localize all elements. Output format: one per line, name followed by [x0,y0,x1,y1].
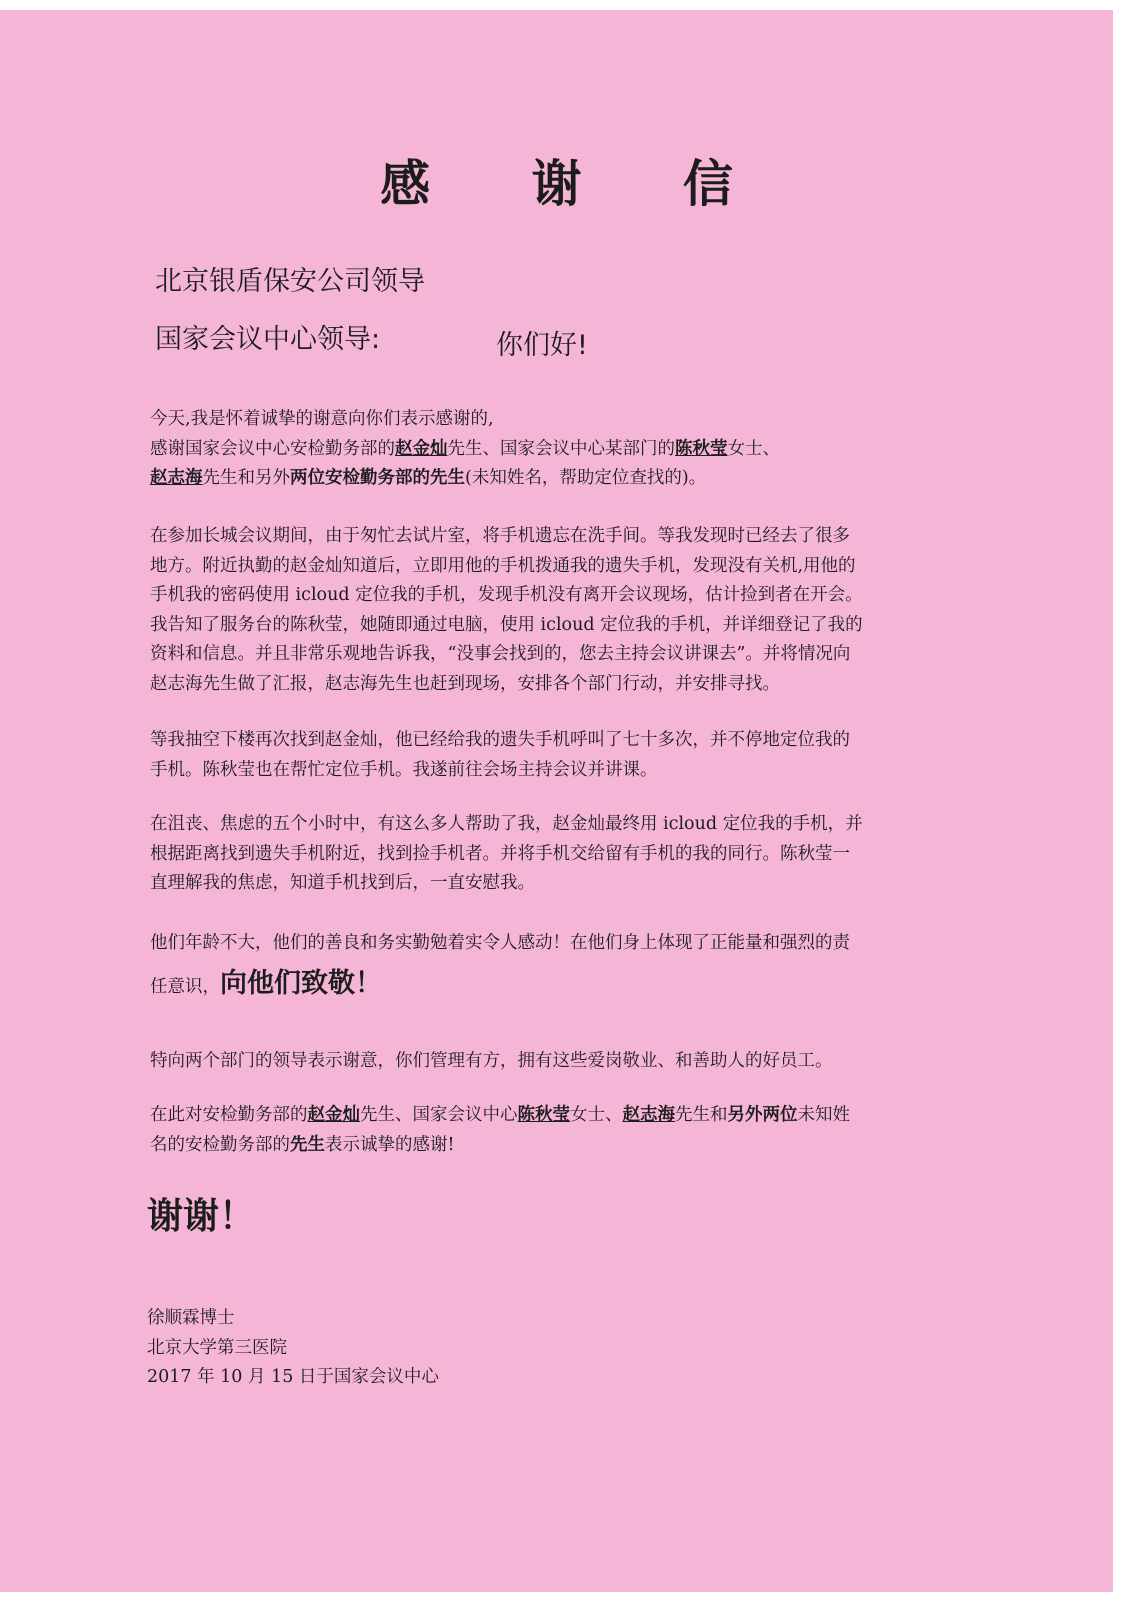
departments-line: 特向两个部门的领导表示谢意，你们管理有方，拥有这些爱岗敬业、和善助人的好员工。 [150,1051,833,1071]
signature-name: 徐顺霖博士 [147,1308,235,1328]
paragraph-departments [150,1047,940,1077]
signature-date: 2017 年 10 月 15 日于国家会议中心 [147,1367,439,1387]
name-chen-qiuying: 陈秋莹 [675,438,728,459]
intro-line-2: 感谢国家会议中心安检勤务部的赵金灿先生、国家会议中心某部门的陈秋莹女士、 [150,438,780,459]
followup-line: 等我抽空下楼再次找到赵金灿，他已经给我的遗失手机呼叫了七十多次，并不停地定位我的 [150,730,850,750]
story-line: 我告知了服务台的陈秋莹，她随即通过电脑，使用 icloud 定位我的手机，并详细登记了我的 [150,614,863,635]
closing-line-1: 在此对安检勤务部的赵金灿先生、国家会议中心陈秋莹女士、赵志海先生和另外两位未知姓 [150,1105,850,1125]
paragraph-closing [150,1101,940,1160]
name-zhao-zhihai: 赵志海 [150,468,203,488]
intro-line-1: 今天,我是怀着诚挚的谢意向你们表示感谢的, [150,409,494,429]
paragraph-intro [150,405,940,494]
greeting: 你们好! [496,330,588,361]
followup-line: 手机。陈秋莹也在帮忙定位手机。我遂前往会场主持会议并讲课。 [150,759,658,780]
story-line: 资料和信息。并且非常乐观地告诉我，“没事会找到的，您去主持会议讲课去”。并将情况向 [150,644,851,664]
closing-line-2: 名的安检勤务部的先生表示诚挚的感谢! [150,1134,455,1155]
name-zhao-zhihai: 赵志海 [622,1105,675,1125]
found-line: 根据距离找到遗失手机附近，找到捡手机者。并将手机交给留有手机的我的同行。陈秋莹一 [150,843,850,864]
story-line: 赵志海先生做了汇报，赵志海先生也赶到现场，安排各个部门行动，并安排寻找。 [150,673,780,694]
letter-title: 感 谢 信 [380,155,775,213]
name-zhao-jincan: 赵金灿 [307,1105,360,1125]
name-zhao-jincan: 赵金灿 [395,438,448,459]
intro-line-3: 赵志海先生和另外两位安检勤务部的先生(未知姓名，帮助定位查找的)。 [150,468,707,488]
letter-page [0,10,1113,1592]
story-line: 手机我的密码使用 icloud 定位我的手机，发现手机没有离开会议现场，估计捡到者在开会。 [150,585,863,605]
name-chen-qiuying: 陈秋莹 [517,1105,570,1125]
found-line: 在沮丧、焦虑的五个小时中，有这么多人帮助了我，赵金灿最终用 icloud 定位我的手机，并 [150,814,863,834]
found-line: 直理解我的焦虑，知道手机找到后，一直安慰我。 [150,873,535,893]
praise-line-1: 他们年龄不大，他们的善良和务实勤勉着实令人感动！在他们身上体现了正能量和强烈的责 [150,933,850,953]
paragraph-found [150,810,940,899]
praise-line-2: 任意识，向他们致敬！ [150,967,382,999]
paragraph-story [150,522,940,699]
signature-org: 北京大学第三医院 [147,1337,287,1358]
signature-block [147,1304,439,1393]
thanks-heading: 谢谢！ [147,1196,256,1237]
story-line: 地方。附近执勤的赵金灿知道后，立即用他的手机拨通我的遗失手机，发现没有关机,用他的 [150,555,856,576]
salutation-center: 国家会议中心领导: [155,324,381,355]
salutation-company: 北京银盾保安公司领导 [155,266,425,297]
paragraph-followup [150,726,940,785]
paragraph-praise [150,929,940,1002]
salute-text: 向他们致敬！ [220,967,382,999]
story-line: 在参加长城会议期间，由于匆忙去试片室，将手机遗忘在洗手间。等我发现时已经去了很多 [150,526,850,546]
